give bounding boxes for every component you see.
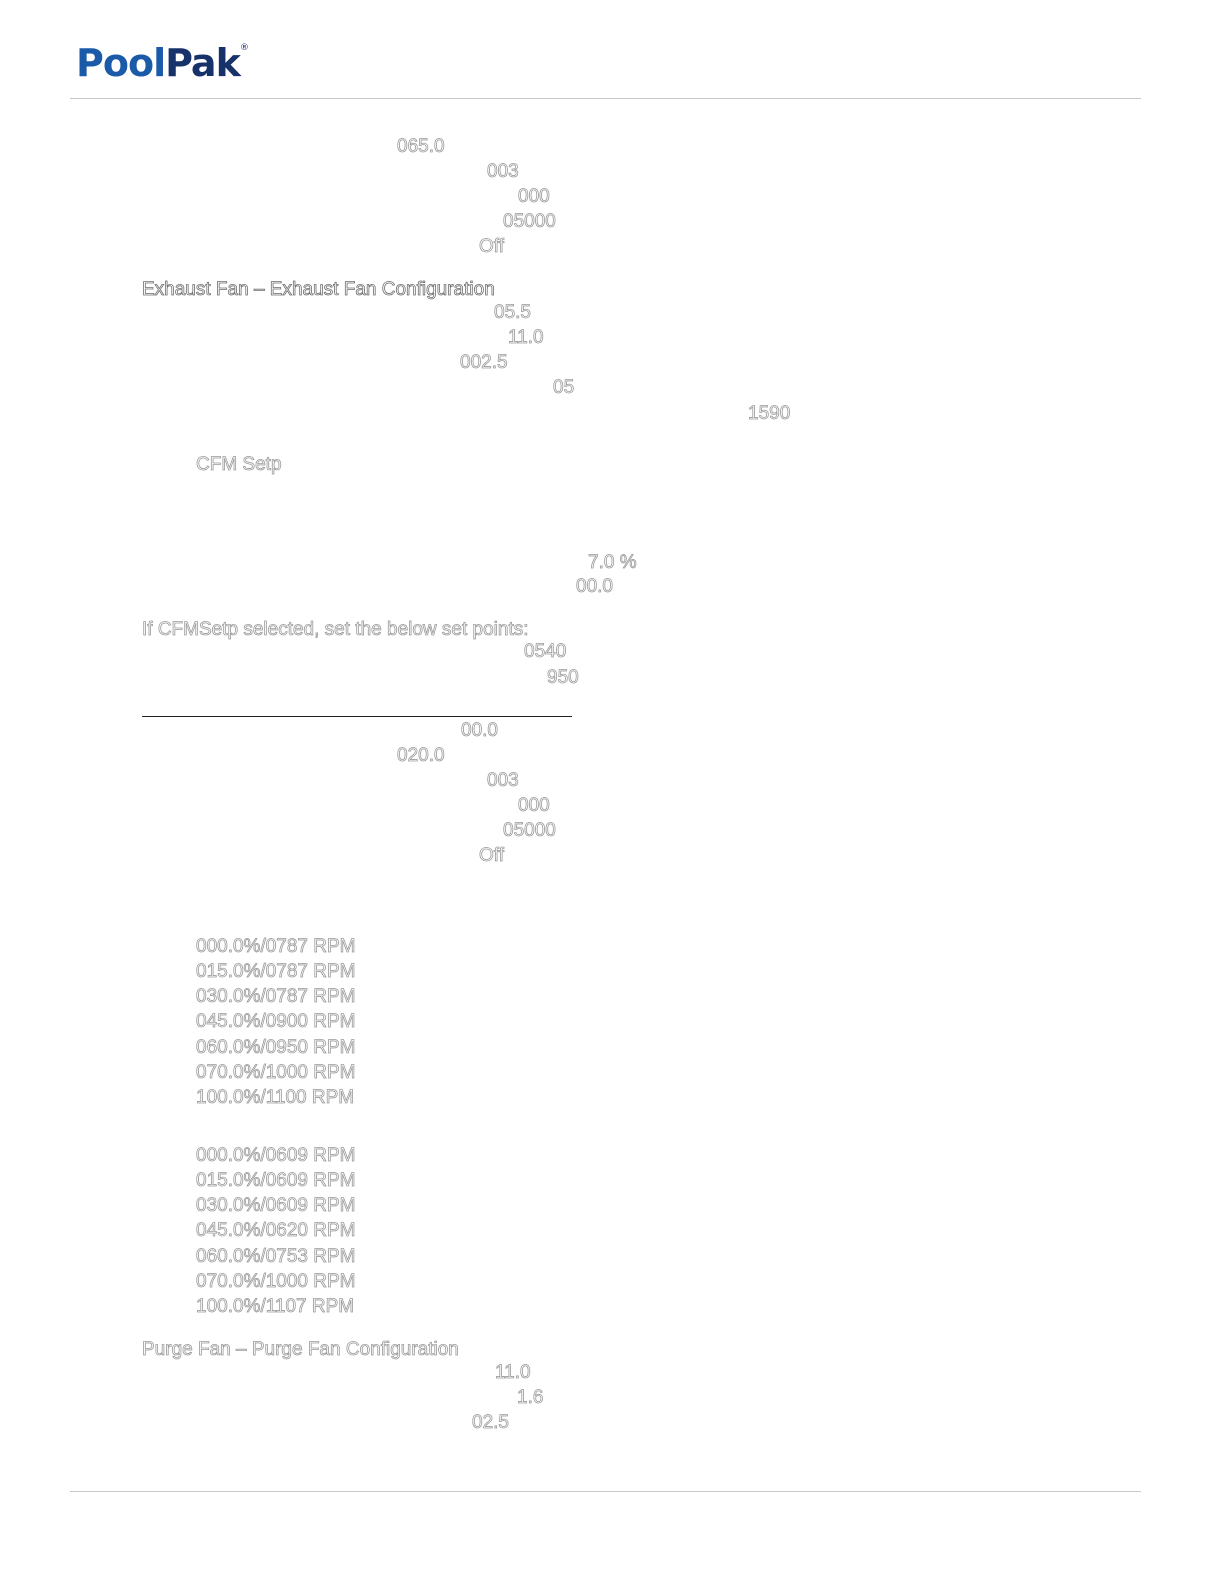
value-block2-5: 05000 xyxy=(503,820,556,841)
curve1-point: 070.0%/1000 RPM xyxy=(196,1062,356,1083)
cfm-setp-label: CFM Setp xyxy=(196,454,282,475)
value-block2-1: 00.0 xyxy=(461,720,498,741)
curve2-point: 030.0%/0609 RPM xyxy=(196,1195,356,1216)
value-purge-3: 02.5 xyxy=(472,1412,509,1433)
logo-pool-text: Pool xyxy=(76,41,166,85)
value-block2-3: 003 xyxy=(487,770,519,791)
logo-registered-mark: ® xyxy=(239,43,248,53)
value-block2-6: Off xyxy=(479,845,504,866)
value-block1-4: 05000 xyxy=(503,211,556,232)
value-block1-2: 003 xyxy=(487,161,519,182)
value-exhaust-9: 950 xyxy=(547,667,579,688)
curve2-point: 045.0%/0620 RPM xyxy=(196,1220,356,1241)
value-purge-2: 1.6 xyxy=(517,1387,544,1408)
curve2-point: 100.0%/1107 RPM xyxy=(196,1296,355,1317)
curve1-point: 030.0%/0787 RPM xyxy=(196,986,356,1007)
section-divider xyxy=(142,716,572,717)
logo-pak-text: Pak xyxy=(165,41,240,85)
purge-fan-heading: Purge Fan – Purge Fan Configuration xyxy=(142,1339,459,1360)
exhaust-fan-heading: Exhaust Fan – Exhaust Fan Configuration xyxy=(142,279,495,300)
value-block2-2: 020.0 xyxy=(397,745,445,766)
value-exhaust-7: 00.0 xyxy=(576,576,613,597)
value-purge-1: 11.0 xyxy=(495,1362,531,1383)
poolpak-logo xyxy=(76,41,248,85)
value-exhaust-3: 002.5 xyxy=(460,352,508,373)
value-exhaust-2: 11.0 xyxy=(508,327,544,348)
value-exhaust-6: 7.0 % xyxy=(588,552,637,573)
curve1-point: 060.0%/0950 RPM xyxy=(196,1037,356,1058)
value-exhaust-1: 05.5 xyxy=(494,302,531,323)
curve1-point: 045.0%/0900 RPM xyxy=(196,1011,356,1032)
value-block2-4: 000 xyxy=(518,795,550,816)
cfm-setp-note: If CFMSetp selected, set the below set points: xyxy=(142,619,529,640)
curve1-point: 015.0%/0787 RPM xyxy=(196,961,356,982)
curve2-point: 060.0%/0753 RPM xyxy=(196,1246,356,1267)
value-block1-1: 065.0 xyxy=(397,136,445,157)
curve1-point: 000.0%/0787 RPM xyxy=(196,936,356,957)
value-block1-5: Off xyxy=(479,236,504,257)
curve2-point: 070.0%/1000 RPM xyxy=(196,1271,356,1292)
curve2-point: 000.0%/0609 RPM xyxy=(196,1145,356,1166)
curve2-point: 015.0%/0609 RPM xyxy=(196,1170,356,1191)
value-block1-3: 000 xyxy=(518,186,550,207)
value-exhaust-5: 1590 xyxy=(748,403,791,424)
value-exhaust-8: 0540 xyxy=(524,641,567,662)
value-exhaust-4: 05 xyxy=(553,377,575,398)
curve1-point: 100.0%/1100 RPM xyxy=(196,1087,355,1108)
footer-divider xyxy=(70,1491,1141,1492)
header-divider xyxy=(70,98,1141,99)
